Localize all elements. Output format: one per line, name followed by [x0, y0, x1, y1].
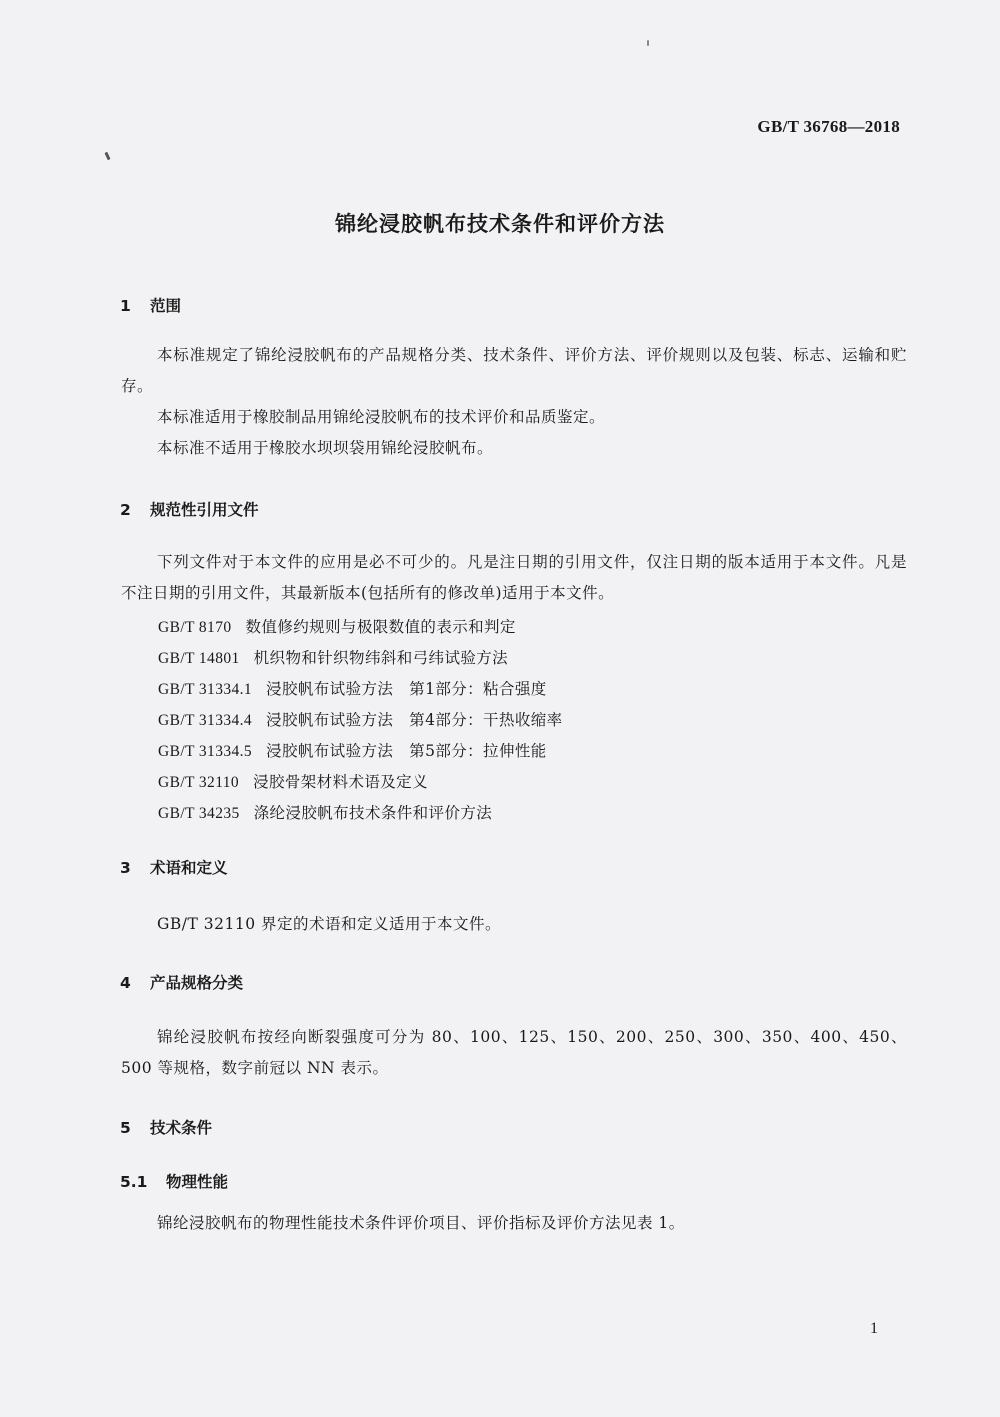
- reference-item: [158, 677, 547, 699]
- section-number: 1: [120, 297, 131, 315]
- standard-code: GB/T 36768—2018: [757, 117, 900, 136]
- section-title: 产品规格分类: [150, 974, 244, 992]
- section-5-heading: [120, 1116, 212, 1138]
- section-number: 5.1: [120, 1173, 148, 1191]
- section-title: 术语和定义: [150, 859, 228, 877]
- section-title: 规范性引用文件: [150, 501, 259, 519]
- paragraph: 本标准不适用于橡胶水坝坝袋用锦纶浸胶帆布。: [157, 439, 494, 457]
- section-number: 5: [120, 1119, 131, 1137]
- document-title: 锦纶浸胶帆布技术条件和评价方法: [335, 212, 665, 236]
- paragraph: GB/T 32110 界定的术语和定义适用于本文件。: [157, 915, 501, 933]
- reference-code: GB/T 14801: [158, 650, 240, 667]
- reference-item: [158, 615, 516, 637]
- reference-title: 浸胶帆布试验方法 第4部分：干热收缩率: [266, 711, 563, 729]
- reference-item: [158, 770, 428, 792]
- reference-code: GB/T 34235: [158, 805, 240, 822]
- reference-code: GB/T 31334.4: [158, 712, 253, 729]
- reference-code: GB/T 8170: [158, 619, 232, 636]
- page-number: 1: [870, 1320, 878, 1337]
- reference-title: 数值修约规则与极限数值的表示和判定: [245, 618, 516, 636]
- section-2-heading: [120, 498, 259, 520]
- section-4-heading: [120, 971, 243, 993]
- paragraph: 本标准适用于橡胶制品用锦纶浸胶帆布的技术评价和品质鉴定。: [157, 408, 606, 426]
- reference-item: [158, 801, 492, 823]
- reference-title: 涤纶浸胶帆布技术条件和评价方法: [253, 804, 493, 822]
- section-title: 技术条件: [150, 1119, 213, 1137]
- reference-item: [158, 739, 547, 761]
- paragraph: 锦纶浸胶帆布的物理性能技术条件评价项目、评价指标及评价方法见表 1。: [157, 1214, 685, 1232]
- paragraph: 本标准规定了锦纶浸胶帆布的产品规格分类、技术条件、评价方法、评价规则以及包装、标志、运输和贮存。: [121, 346, 907, 395]
- reference-code: GB/T 32110: [158, 774, 240, 791]
- reference-code: GB/T 31334.5: [158, 743, 253, 760]
- reference-item: [158, 646, 508, 668]
- reference-item: [158, 708, 563, 730]
- reference-title: 浸胶帆布试验方法 第1部分：粘合强度: [266, 680, 547, 698]
- paragraph: 锦纶浸胶帆布按经向断裂强度可分为 80、100、125、150、200、250、300、350、400、450、500 等规格，数字前冠以 NN 表示。: [121, 1028, 907, 1077]
- section-title: 物理性能: [166, 1173, 229, 1191]
- section-number: 3: [120, 859, 131, 877]
- reference-code: GB/T 31334.1: [158, 681, 253, 698]
- section-3-heading: [120, 856, 228, 878]
- section-1-heading: [120, 294, 181, 316]
- reference-title: 浸胶帆布试验方法 第5部分：拉伸性能: [266, 742, 547, 760]
- subsection-5-1-heading: [120, 1170, 228, 1192]
- paragraph: 下列文件对于本文件的应用是必不可少的。凡是注日期的引用文件，仅注日期的版本适用于本文件。凡是不注日期的引用文件，其最新版本(包括所有的修改单)适用于本文件。: [121, 553, 907, 602]
- reference-title: 机织物和针织物纬斜和弓纬试验方法: [253, 649, 509, 667]
- section-number: 2: [120, 501, 131, 519]
- reference-title: 浸胶骨架材料术语及定义: [253, 773, 428, 791]
- scan-speck: [647, 40, 649, 46]
- scan-speck: [104, 152, 110, 161]
- section-title: 范围: [150, 297, 182, 315]
- section-number: 4: [120, 974, 131, 992]
